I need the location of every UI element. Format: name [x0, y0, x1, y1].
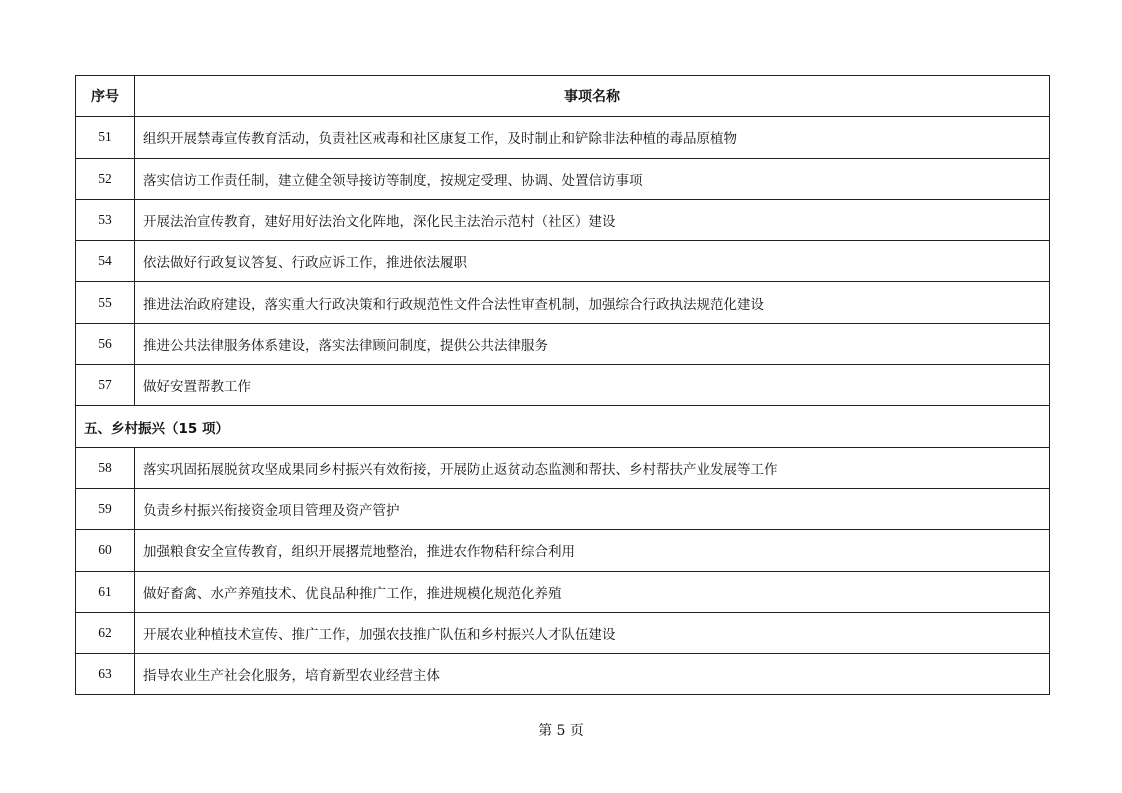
table-row [76, 117, 1050, 158]
item-name: 推进法治政府建设，落实重大行政决策和行政规范性文件合法性审查机制，加强综合行政执法规范化建设 [135, 282, 1050, 323]
row-number: 57 [76, 365, 135, 406]
row-number: 61 [76, 571, 135, 612]
column-header-no: 序号 [76, 76, 135, 117]
item-name: 推进公共法律服务体系建设，落实法律顾问制度，提供公共法律服务 [135, 323, 1050, 364]
row-number: 58 [76, 447, 135, 488]
item-name: 开展农业种植技术宣传、推广工作，加强农技推广队伍和乡村振兴人才队伍建设 [135, 612, 1050, 653]
table-row [76, 654, 1050, 695]
item-name: 依法做好行政复议答复、行政应诉工作，推进依法履职 [135, 241, 1050, 282]
row-number: 51 [76, 117, 135, 158]
page-number: 第 5 页 [538, 723, 584, 739]
row-number: 63 [76, 654, 135, 695]
section-title: 五、乡村振兴（15 项） [76, 406, 1050, 447]
table-row [76, 365, 1050, 406]
item-name: 做好安置帮教工作 [135, 365, 1050, 406]
table-row [76, 199, 1050, 240]
table-row [76, 488, 1050, 529]
table-row [76, 571, 1050, 612]
item-name: 负责乡村振兴衔接资金项目管理及资产管护 [135, 488, 1050, 529]
table-row [76, 447, 1050, 488]
table-row [76, 612, 1050, 653]
row-number: 62 [76, 612, 135, 653]
item-name: 指导农业生产社会化服务，培育新型农业经营主体 [135, 654, 1050, 695]
item-name: 落实巩固拓展脱贫攻坚成果同乡村振兴有效衔接，开展防止返贫动态监测和帮扶、乡村帮扶产业发展等工作 [135, 447, 1050, 488]
row-number: 55 [76, 282, 135, 323]
table-row [76, 158, 1050, 199]
table-row [76, 323, 1050, 364]
row-number: 53 [76, 199, 135, 240]
column-header-name: 事项名称 [135, 76, 1050, 117]
table-row [76, 530, 1050, 571]
table-row [76, 241, 1050, 282]
row-number: 59 [76, 488, 135, 529]
row-number: 60 [76, 530, 135, 571]
table-row [76, 282, 1050, 323]
row-number: 56 [76, 323, 135, 364]
row-number: 52 [76, 158, 135, 199]
item-name: 落实信访工作责任制，建立健全领导接访等制度，按规定受理、协调、处置信访事项 [135, 158, 1050, 199]
item-name: 开展法治宣传教育，建好用好法治文化阵地，深化民主法治示范村（社区）建设 [135, 199, 1050, 240]
table-header-row [76, 76, 1050, 117]
item-name: 组织开展禁毒宣传教育活动，负责社区戒毒和社区康复工作，及时制止和铲除非法种植的毒品原植物 [135, 117, 1050, 158]
item-name: 加强粮食安全宣传教育，组织开展撂荒地整治，推进农作物秸秆综合利用 [135, 530, 1050, 571]
section-header-row [76, 406, 1050, 447]
items-table [75, 75, 1050, 695]
item-name: 做好畜禽、水产养殖技术、优良品种推广工作，推进规模化规范化养殖 [135, 571, 1050, 612]
row-number: 54 [76, 241, 135, 282]
